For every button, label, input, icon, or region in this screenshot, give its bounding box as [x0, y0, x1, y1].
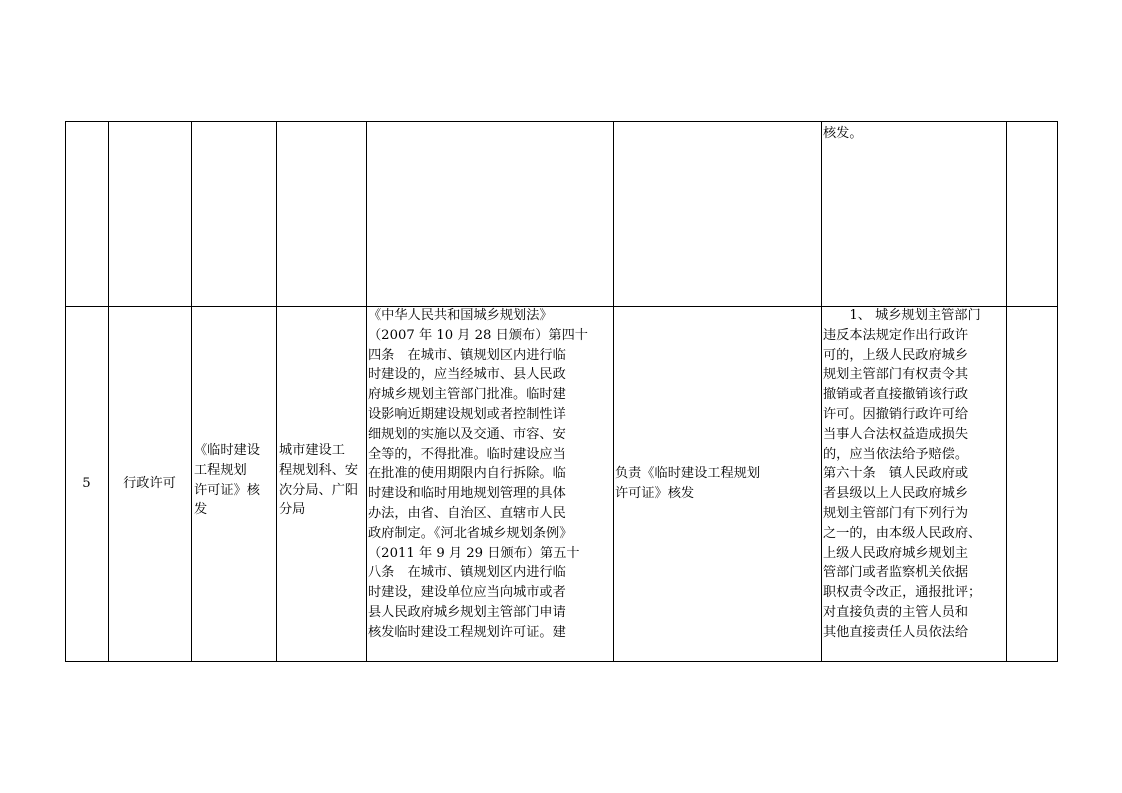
liability-line: 规划主管部门有权责令其 — [823, 367, 969, 383]
liability-line: 核发。 — [823, 126, 863, 141]
liability-line: 撤销或者直接撤销该行政 — [823, 387, 969, 403]
legal-basis-line: 在批准的使用期限内自行拆除。临 — [368, 466, 566, 482]
table-row — [65, 306, 1058, 661]
liability-line: 的，应当依法给予赔偿。 — [823, 446, 969, 462]
department-line: 城市建设工 — [279, 443, 345, 458]
item-name-line: 工程规划 — [194, 462, 247, 478]
liability-line: 许可。因撤销行政许可给 — [823, 406, 969, 422]
legal-basis-line: 办法，由省、自治区、直辖市人民 — [368, 505, 566, 521]
legal-basis-cell — [368, 306, 614, 643]
department-line: 次分局、广阳 — [279, 482, 359, 498]
liability-line: 者县级以上人民政府城乡 — [823, 486, 969, 502]
row-number: 5 — [82, 476, 91, 491]
department-line: 分局 — [279, 502, 306, 518]
department-line: 程规划科、安 — [279, 462, 359, 478]
liability-line: 违反本法规定作出行政许 — [823, 327, 969, 343]
table-bottom-border — [65, 661, 1058, 662]
item-name-line: 许可证》核 — [194, 482, 260, 498]
legal-basis-line: 细规划的实施以及交通、市容、安 — [368, 426, 566, 442]
liability-cell — [823, 124, 1007, 144]
liability-line: 其他直接责任人员依法给 — [823, 624, 969, 640]
table-row — [65, 121, 1058, 306]
legal-basis-line: （2011 年 9 月 29 日颁布）第五十 — [368, 545, 580, 561]
legal-basis-line: 八条 在城市、镇规划区内进行临 — [368, 565, 566, 581]
legal-basis-line: 县人民政府城乡规划主管部门申请 — [368, 604, 566, 620]
liability-line: 上级人民政府城乡规划主 — [823, 545, 969, 561]
liability-line: 对直接负责的主管人员和 — [823, 604, 969, 620]
liability-line: 管部门或者监察机关依据 — [823, 565, 969, 581]
legal-basis-line: 政府制定。《河北省城乡规划条例》 — [368, 525, 573, 541]
liability-line: 可的，上级人民政府城乡 — [823, 347, 969, 363]
liability-line: 之一的，由本级人民政府、 — [823, 525, 982, 541]
legal-basis-line: 府城乡规划主管部门批准。临时建 — [368, 387, 566, 403]
legal-basis-line: 时建设的，应当经城市、县人民政 — [368, 367, 566, 383]
liability-cell — [823, 306, 1007, 643]
legal-basis-line: 时建设，建设单位应当向城市或者 — [368, 585, 566, 601]
legal-basis-line: 全等的，不得批准。临时建设应当 — [368, 446, 566, 462]
item-category: 行政许可 — [123, 476, 176, 491]
liability-line: 职权责令改正，通报批评； — [823, 585, 982, 601]
legal-basis-line: 《中华人民共和国城乡规划法》 — [368, 308, 553, 323]
liability-line: 当事人合法权益造成损失 — [823, 426, 969, 442]
legal-basis-line: 设影响近期建设规划或者控制性详 — [368, 406, 566, 422]
department-cell — [279, 441, 368, 520]
legal-basis-line: （2007 年 10 月 28 日颁布）第四十 — [368, 327, 588, 343]
legal-basis-line: 四条 在城市、镇规划区内进行临 — [368, 347, 566, 363]
duty-line: 许可证》核发 — [615, 485, 695, 501]
item-name-cell — [194, 441, 278, 520]
item-name-line: 《临时建设 — [194, 443, 260, 458]
duty-cell — [615, 464, 821, 504]
liability-line: 第六十条 镇人民政府或 — [823, 466, 969, 482]
duty-line: 负责《临时建设工程规划 — [615, 466, 761, 481]
legal-basis-line: 核发临时建设工程规划许可证。建 — [368, 624, 566, 640]
liability-line: 规划主管部门有下列行为 — [823, 505, 969, 521]
legal-basis-line: 时建设和临时用地规划管理的具体 — [368, 486, 566, 502]
liability-line: 1、 城乡规划主管部门 — [823, 308, 981, 323]
item-name-line: 发 — [194, 502, 208, 518]
